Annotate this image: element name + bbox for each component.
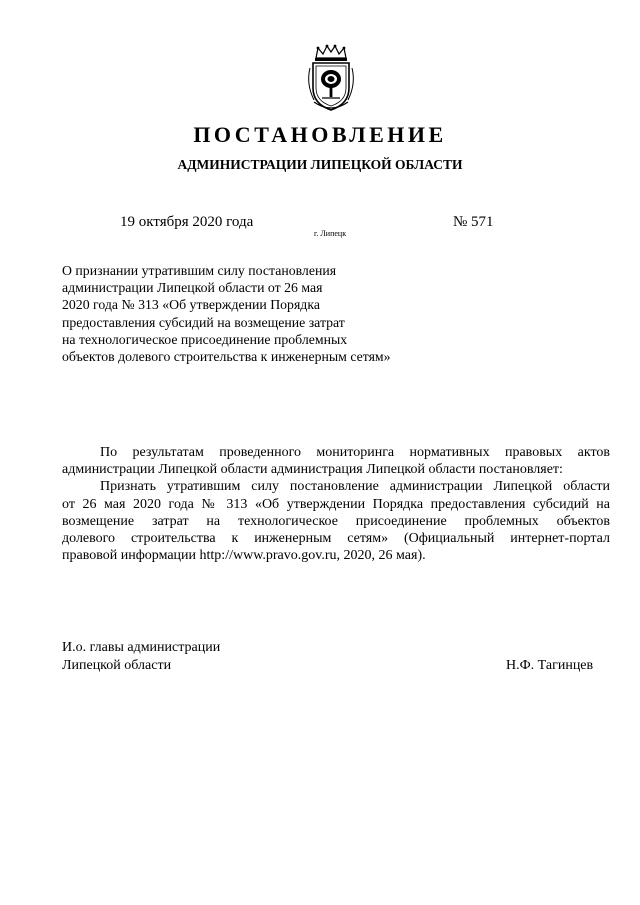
document-city: г. Липецк (314, 229, 347, 238)
coat-of-arms-icon (304, 44, 358, 112)
signer-position-line2: Липецкой области (62, 658, 172, 673)
body-line: По результатам проведенного мониторинга нормативных правовых актов (100, 445, 610, 460)
subject-line: предоставления субсидий на возмещение затрат (62, 314, 345, 330)
body-line: администрации Липецкой области администрация Липецкой области постановляет: (62, 462, 563, 478)
document-body (62, 444, 610, 564)
document-number: № 571 (453, 214, 494, 230)
subject-line: объектов долевого строительства к инженерным сетям» (62, 349, 391, 365)
subject-line: О признании утратившим силу постановления (62, 263, 337, 278)
body-line: от 26 мая 2020 года № 313 «Об утверждении Порядка предоставления субсидий на (62, 496, 610, 512)
subject-line: на технологическое присоединение проблемных (62, 331, 348, 347)
document-subtitle: АДМИНИСТРАЦИИ ЛИПЕЦКОЙ ОБЛАСТИ (177, 157, 463, 172)
signer-position-line1: И.о. главы администрации (62, 640, 221, 655)
document-title: ПОСТАНОВЛЕНИЕ (193, 122, 447, 147)
signer-name: Н.Ф. Тагинцев (506, 658, 594, 673)
body-line: правовой информации http://www.pravo.gov.ru, 2020, 26 мая). (62, 548, 426, 564)
document-subject (62, 262, 442, 365)
document-date: 19 октября 2020 года (120, 214, 254, 230)
body-line: возмещение затрат на технологическое присоединение проблемных объектов (62, 513, 610, 529)
subject-line: 2020 года № 313 «Об утверждении Порядка (62, 297, 320, 313)
subject-line: администрации Липецкой области от 26 мая (62, 280, 323, 296)
body-line: Признать утратившим силу постановление администрации Липецкой области (100, 479, 610, 495)
body-line: долевого строительства к инженерным сетям» (Официальный интернет-портал (62, 530, 610, 546)
